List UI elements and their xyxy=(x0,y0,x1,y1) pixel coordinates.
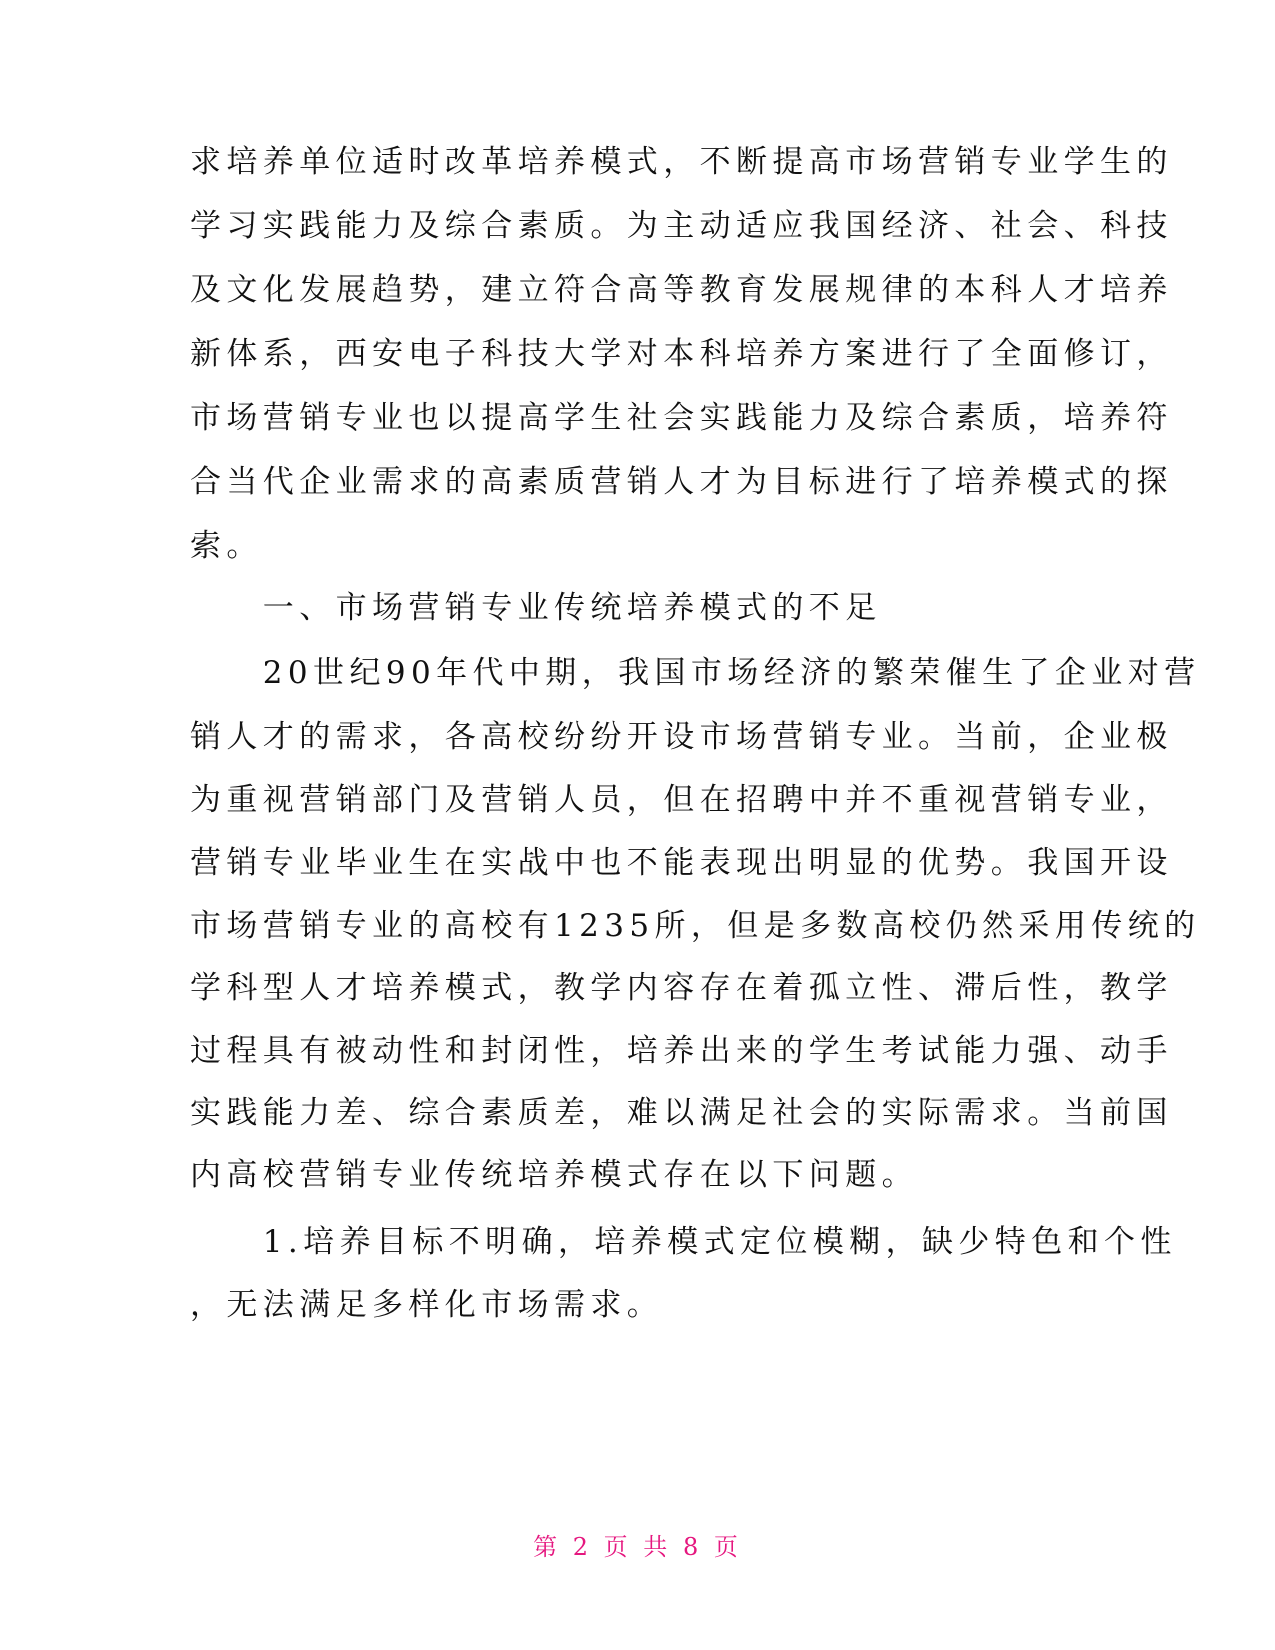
list-item: 1.培养目标不明确，培养模式定位模糊，缺少特色和个性 xyxy=(190,1224,1177,1260)
text-line: 营销专业毕业生在实战中也不能表现出明显的优势。我国开设 xyxy=(190,845,1173,881)
text-line: 求培养单位适时改革培养模式，不断提高市场营销专业学生的 xyxy=(190,144,1173,180)
text-line: 为重视营销部门及营销人员，但在招聘中并不重视营销专业， xyxy=(190,782,1173,818)
text-line: 学习实践能力及综合素质。为主动适应我国经济、社会、科技 xyxy=(190,208,1173,244)
text-line: 20世纪90年代中期，我国市场经济的繁荣催生了企业对营 xyxy=(190,655,1201,691)
text-line: ，无法满足多样化市场需求。 xyxy=(190,1287,664,1323)
text-line: 销人才的需求，各高校纷纷开设市场营销专业。当前，企业极 xyxy=(190,719,1173,755)
text-line: 内高校营销专业传统培养模式存在以下问题。 xyxy=(190,1157,918,1193)
page-number-footer: 第 2 页 共 8 页 xyxy=(533,1533,742,1561)
text-line: 市场营销专业的高校有1235所，但是多数高校仍然采用传统的 xyxy=(190,908,1201,944)
text-line: 实践能力差、综合素质差，难以满足社会的实际需求。当前国 xyxy=(190,1095,1173,1131)
text-line: 及文化发展趋势，建立符合高等教育发展规律的本科人才培养 xyxy=(190,272,1173,308)
text-line: 合当代企业需求的高素质营销人才为目标进行了培养模式的探 xyxy=(190,464,1173,500)
text-line: 过程具有被动性和封闭性，培养出来的学生考试能力强、动手 xyxy=(190,1033,1173,1069)
section-heading: 一、市场营销专业传统培养模式的不足 xyxy=(190,590,882,626)
text-line: 索。 xyxy=(190,528,263,564)
text-line: 新体系，西安电子科技大学对本科培养方案进行了全面修订， xyxy=(190,336,1173,372)
text-line: 市场营销专业也以提高学生社会实践能力及综合素质，培养符 xyxy=(190,400,1173,436)
text-line: 学科型人才培养模式，教学内容存在着孤立性、滞后性，教学 xyxy=(190,970,1173,1006)
